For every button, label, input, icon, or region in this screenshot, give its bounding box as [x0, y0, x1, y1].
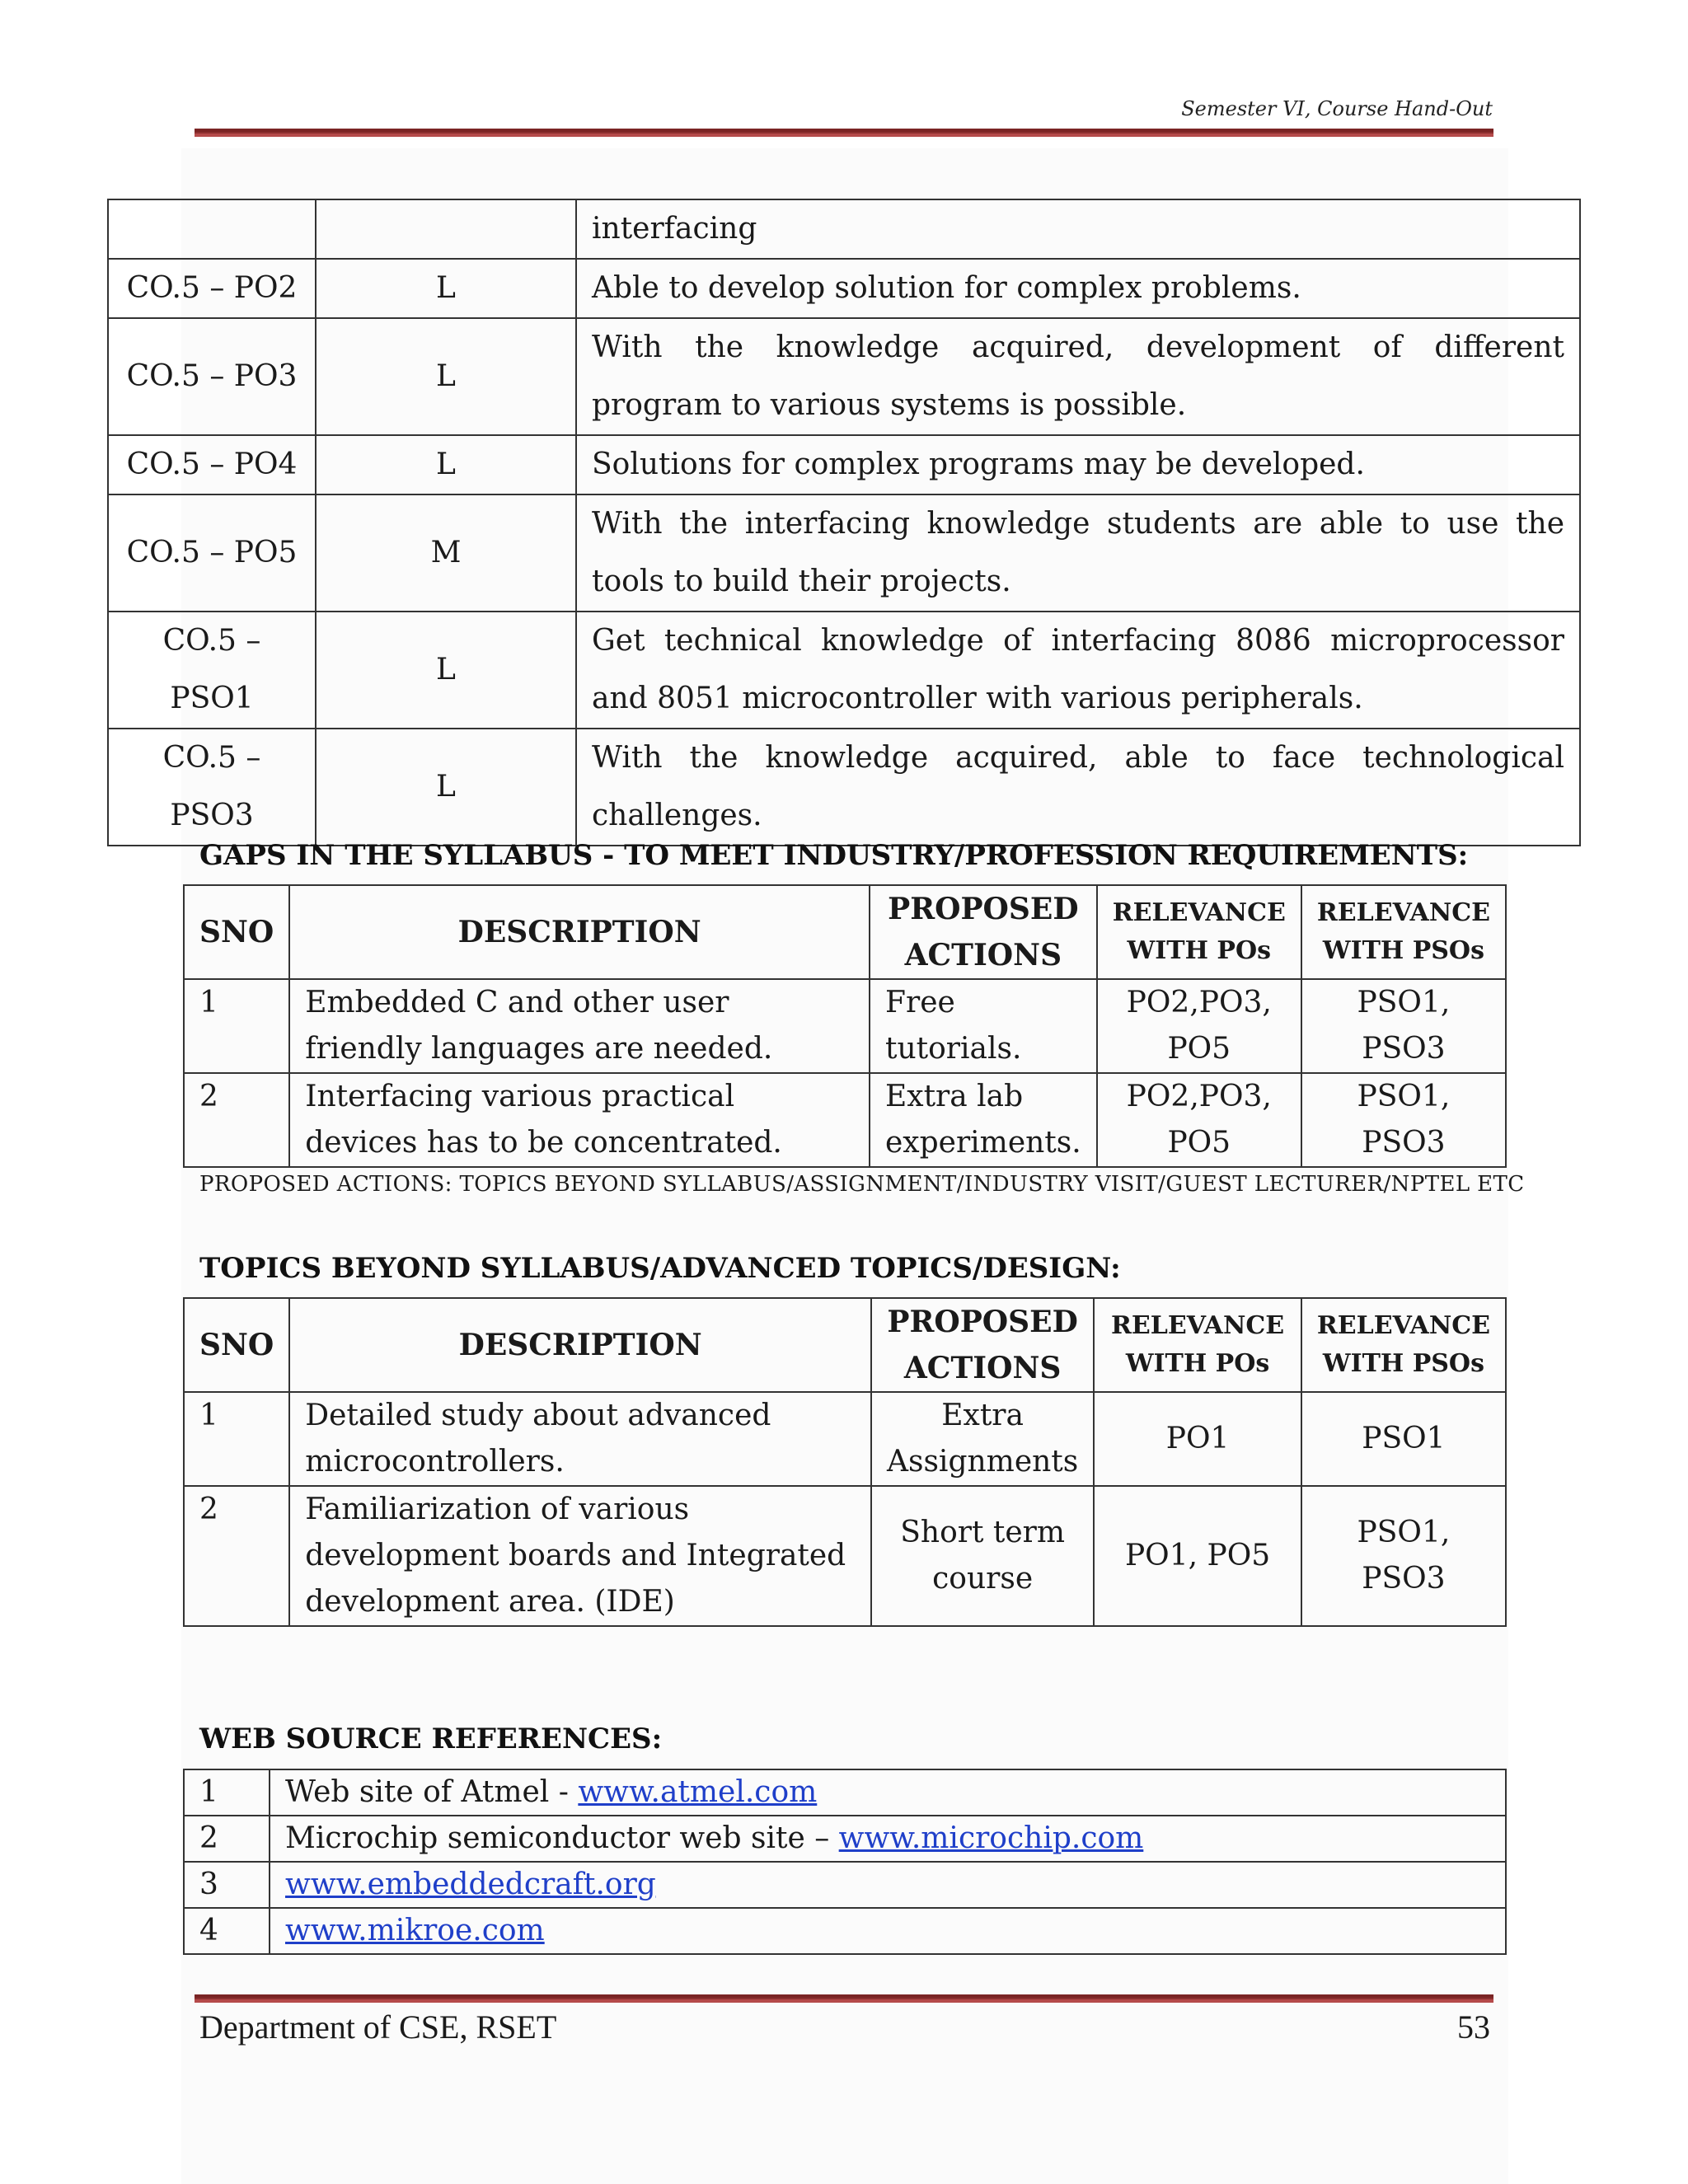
table-row	[184, 1486, 1506, 1626]
justification-cell: interfacing	[576, 199, 1580, 259]
description-cell: Interfacing various practical devices has to be concentrated.	[289, 1073, 870, 1167]
co-cell: CO.5 – PSO3	[108, 729, 316, 846]
psos-cell: PSO1, PSO3	[1301, 979, 1506, 1073]
running-header: Semester VI, Course Hand-Out	[1181, 97, 1493, 120]
table-row	[108, 259, 1580, 318]
justification-cell: Solutions for complex programs may be developed.	[576, 435, 1580, 494]
co-po-mapping-table	[107, 199, 1581, 846]
psos-cell: PSO1, PSO3	[1301, 1486, 1506, 1626]
table-row	[108, 494, 1580, 612]
table-row	[184, 1862, 1506, 1908]
reference-link[interactable]: www.embeddedcraft.org	[285, 1868, 656, 1901]
level-cell: L	[316, 612, 576, 729]
table-row	[108, 435, 1580, 494]
table-row	[184, 1816, 1506, 1862]
reference-cell	[270, 1862, 1506, 1908]
table-row	[108, 318, 1580, 435]
topics-table	[183, 1297, 1507, 1627]
justification-cell: Able to develop solution for complex problems.	[576, 259, 1580, 318]
actions-cell: Free tutorials.	[870, 979, 1097, 1073]
web-references-heading: WEB SOURCE REFERENCES:	[199, 1722, 663, 1755]
gaps-table	[183, 884, 1507, 1168]
co-cell: CO.5 – PO4	[108, 435, 316, 494]
table-row	[108, 612, 1580, 729]
justification-cell: Get technical knowledge of interfacing 8086 microprocessor and 8051 microcontroller with various peripherals.	[576, 612, 1580, 729]
reference-link[interactable]: www.mikroe.com	[285, 1914, 545, 1947]
reference-link[interactable]: www.atmel.com	[578, 1775, 818, 1809]
psos-cell: PSO1	[1301, 1392, 1506, 1486]
co-cell: CO.5 – PSO1	[108, 612, 316, 729]
table-header-row	[184, 885, 1506, 979]
proposed-actions-note: PROPOSED ACTIONS: TOPICS BEYOND SYLLABUS/ASSIGNMENT/INDUSTRY VISIT/GUEST LECTURER/NPTEL ETC	[199, 1172, 1525, 1197]
pos-cell: PO1	[1094, 1392, 1301, 1486]
justification-cell: With the knowledge acquired, able to face technological challenges.	[576, 729, 1580, 846]
table-row	[184, 979, 1506, 1073]
column-header-pos: RELEVANCE WITH POs	[1094, 1298, 1301, 1392]
pos-cell: PO2,PO3, PO5	[1097, 979, 1301, 1073]
justification-cell: With the knowledge acquired, development of different program to various systems is possible.	[576, 318, 1580, 435]
column-header-description: DESCRIPTION	[289, 885, 870, 979]
level-cell: L	[316, 318, 576, 435]
web-references-table	[183, 1769, 1507, 1955]
topics-heading: TOPICS BEYOND SYLLABUS/ADVANCED TOPICS/DESIGN:	[199, 1252, 1121, 1285]
reference-text: Microchip semiconductor web site –	[285, 1821, 839, 1855]
column-header-actions: PROPOSED ACTIONS	[871, 1298, 1094, 1392]
actions-cell: Short term course	[871, 1486, 1094, 1626]
footer-department: Department of CSE, RSET	[199, 2008, 557, 2046]
table-row	[184, 1769, 1506, 1816]
level-cell: L	[316, 259, 576, 318]
column-header-sno: SNO	[184, 1298, 289, 1392]
sno-cell: 3	[184, 1862, 270, 1908]
table-row	[184, 1908, 1506, 1954]
reference-cell	[270, 1908, 1506, 1954]
level-cell: M	[316, 494, 576, 612]
actions-cell: Extra Assignments	[871, 1392, 1094, 1486]
psos-cell: PSO1, PSO3	[1301, 1073, 1506, 1167]
description-cell: Embedded C and other user friendly languages are needed.	[289, 979, 870, 1073]
pos-cell: PO2,PO3, PO5	[1097, 1073, 1301, 1167]
pos-cell: PO1, PO5	[1094, 1486, 1301, 1626]
column-header-actions: PROPOSED ACTIONS	[870, 885, 1097, 979]
level-cell: L	[316, 435, 576, 494]
column-header-pos: RELEVANCE WITH POs	[1097, 885, 1301, 979]
co-cell: CO.5 – PO5	[108, 494, 316, 612]
reference-cell	[270, 1816, 1506, 1862]
sno-cell: 2	[184, 1073, 289, 1167]
actions-cell: Extra lab experiments.	[870, 1073, 1097, 1167]
level-cell: L	[316, 729, 576, 846]
co-cell: CO.5 – PO3	[108, 318, 316, 435]
table-row	[108, 729, 1580, 846]
reference-cell	[270, 1769, 1506, 1816]
gaps-heading: GAPS IN THE SYLLABUS - TO MEET INDUSTRY/PROFESSION REQUIREMENTS:	[199, 839, 1469, 872]
reference-text: Web site of Atmel -	[285, 1775, 579, 1809]
column-header-psos: RELEVANCE WITH PSOs	[1301, 1298, 1506, 1392]
column-header-sno: SNO	[184, 885, 289, 979]
sno-cell: 2	[184, 1486, 289, 1626]
sno-cell: 1	[184, 979, 289, 1073]
co-cell	[108, 199, 316, 259]
page-number: 53	[1457, 2008, 1490, 2046]
level-cell	[316, 199, 576, 259]
header-rule	[195, 129, 1493, 137]
sno-cell: 1	[184, 1392, 289, 1486]
column-header-psos: RELEVANCE WITH PSOs	[1301, 885, 1506, 979]
table-row	[184, 1392, 1506, 1486]
footer-rule	[195, 1994, 1493, 2003]
sno-cell: 1	[184, 1769, 270, 1816]
reference-link[interactable]: www.microchip.com	[838, 1821, 1144, 1855]
sno-cell: 4	[184, 1908, 270, 1954]
table-row	[108, 199, 1580, 259]
description-cell: Familiarization of various development boards and Integrated development area. (IDE)	[289, 1486, 871, 1626]
table-header-row	[184, 1298, 1506, 1392]
co-cell: CO.5 – PO2	[108, 259, 316, 318]
table-row	[184, 1073, 1506, 1167]
justification-cell: With the interfacing knowledge students are able to use the tools to build their projects.	[576, 494, 1580, 612]
sno-cell: 2	[184, 1816, 270, 1862]
description-cell: Detailed study about advanced microcontrollers.	[289, 1392, 871, 1486]
column-header-description: DESCRIPTION	[289, 1298, 871, 1392]
